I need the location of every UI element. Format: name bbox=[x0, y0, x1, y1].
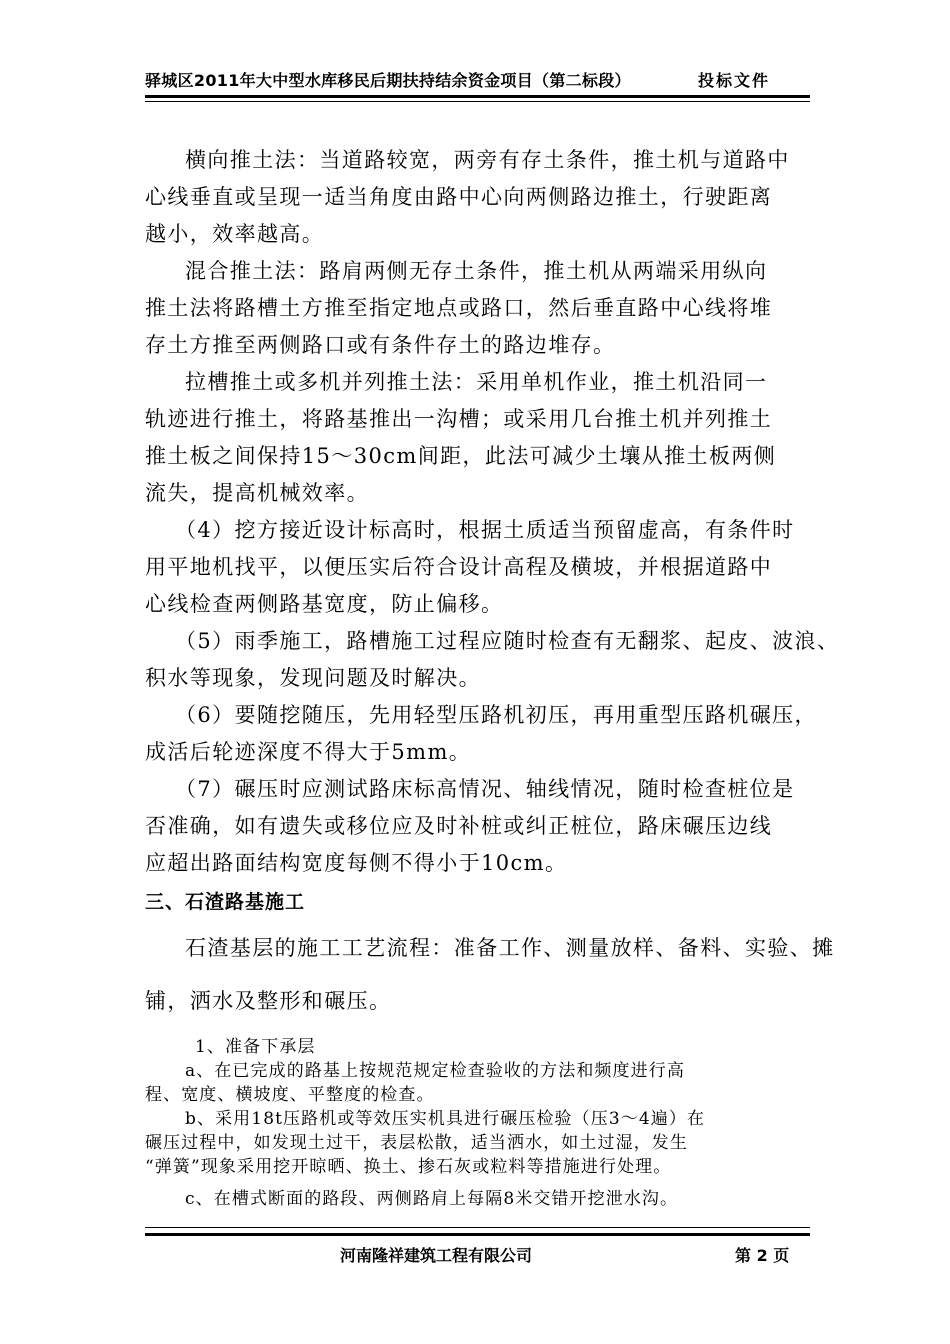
paragraph-line: 应超出路面结构宽度每侧不得小于10cm。 bbox=[145, 851, 568, 875]
footer-rule-thin bbox=[145, 1227, 810, 1228]
paragraph-line: 积水等现象，发现问题及时解决。 bbox=[145, 666, 481, 690]
paragraph-line: 推土板之间保持15～30cm间距，此法可减少土壤从推土板两侧 bbox=[145, 444, 777, 468]
paragraph-line: 轨迹进行推土，将路基推出一沟槽；或采用几台推土机并列推土 bbox=[145, 407, 773, 431]
small-line: 程、宽度、横坡度、平整度的检查。 bbox=[145, 1085, 435, 1105]
section-title: 三、石渣路基施工 bbox=[145, 891, 306, 913]
paragraph-line: （6）要随挖随压，先用轻型压路机初压，再用重型压路机碾压， bbox=[175, 703, 817, 727]
small-line: “弹簧”现象采用挖开晾晒、换土、掺石灰或粒料等措施进行处理。 bbox=[145, 1157, 672, 1177]
header-doc-type: 投标文件 bbox=[698, 71, 771, 90]
footer-rule-thick bbox=[145, 1233, 810, 1236]
header-rule-thick bbox=[145, 95, 810, 98]
paragraph-line: 横向推土法：当道路较宽，两旁有存土条件，推土机与道路中 bbox=[185, 148, 790, 172]
small-line: a、在已完成的路基上按规范规定检查验收的方法和频度进行高 bbox=[185, 1061, 685, 1081]
paragraph-line: 心线垂直或呈现一适当角度由路中心向两侧路边推土，行驶距离 bbox=[145, 185, 773, 209]
header-title: 驿城区2011年大中型水库移民后期扶持结余资金项目（第二标段） bbox=[145, 71, 631, 90]
paragraph-line: 拉槽推土或多机并列推土法：采用单机作业，推土机沿同一 bbox=[185, 370, 768, 394]
header-rule-thin bbox=[145, 101, 810, 102]
sub-heading: 1、准备下承层 bbox=[195, 1037, 316, 1057]
process-line: 铺，洒水及整形和碾压。 bbox=[145, 989, 392, 1013]
small-line: 碾压过程中，如发现土过干，表层松散，适当洒水，如土过湿，发生 bbox=[145, 1133, 688, 1153]
paragraph-line: 否准确，如有遗失或移位应及时补桩或纠正桩位，路床碾压边线 bbox=[145, 814, 773, 838]
small-line: c、在槽式断面的路段、两侧路肩上每隔8米交错开挖泄水沟。 bbox=[185, 1189, 679, 1209]
paragraph-line: 越小，效率越高。 bbox=[145, 222, 325, 246]
page-header bbox=[145, 66, 810, 92]
paragraph-line: （7）碾压时应测试路床标高情况、轴线情况，随时检查桩位是 bbox=[175, 777, 795, 801]
paragraph-line: 混合推土法：路肩两侧无存土条件，推土机从两端采用纵向 bbox=[185, 259, 768, 283]
process-line: 石渣基层的施工工艺流程：准备工作、测量放样、备料、实验、摊 bbox=[185, 936, 835, 960]
paragraph-line: 成活后轮迹深度不得大于5mm。 bbox=[145, 740, 472, 764]
small-line: b、采用18t压路机或等效压实机具进行碾压检验（压3～4遍）在 bbox=[185, 1109, 706, 1129]
paragraph-line: （4）挖方接近设计标高时，根据土质适当预留虚高，有条件时 bbox=[175, 518, 795, 542]
footer-page-number: 第 2 页 bbox=[735, 1246, 790, 1265]
footer-company: 河南隆祥建筑工程有限公司 bbox=[340, 1246, 533, 1265]
paragraph-line: 推土法将路槽土方推至指定地点或路口，然后垂直路中心线将堆 bbox=[145, 296, 773, 320]
paragraph-line: 流失，提高机械效率。 bbox=[145, 481, 369, 505]
paragraph-line: 存土方推至两侧路口或有条件存土的路边堆存。 bbox=[145, 333, 616, 357]
paragraph-line: 用平地机找平，以便压实后符合设计高程及横坡，并根据道路中 bbox=[145, 555, 773, 579]
paragraph-line: 心线检查两侧路基宽度，防止偏移。 bbox=[145, 592, 504, 616]
paragraph-line: （5）雨季施工，路槽施工过程应随时检查有无翻浆、起皮、波浪、 bbox=[175, 629, 840, 653]
